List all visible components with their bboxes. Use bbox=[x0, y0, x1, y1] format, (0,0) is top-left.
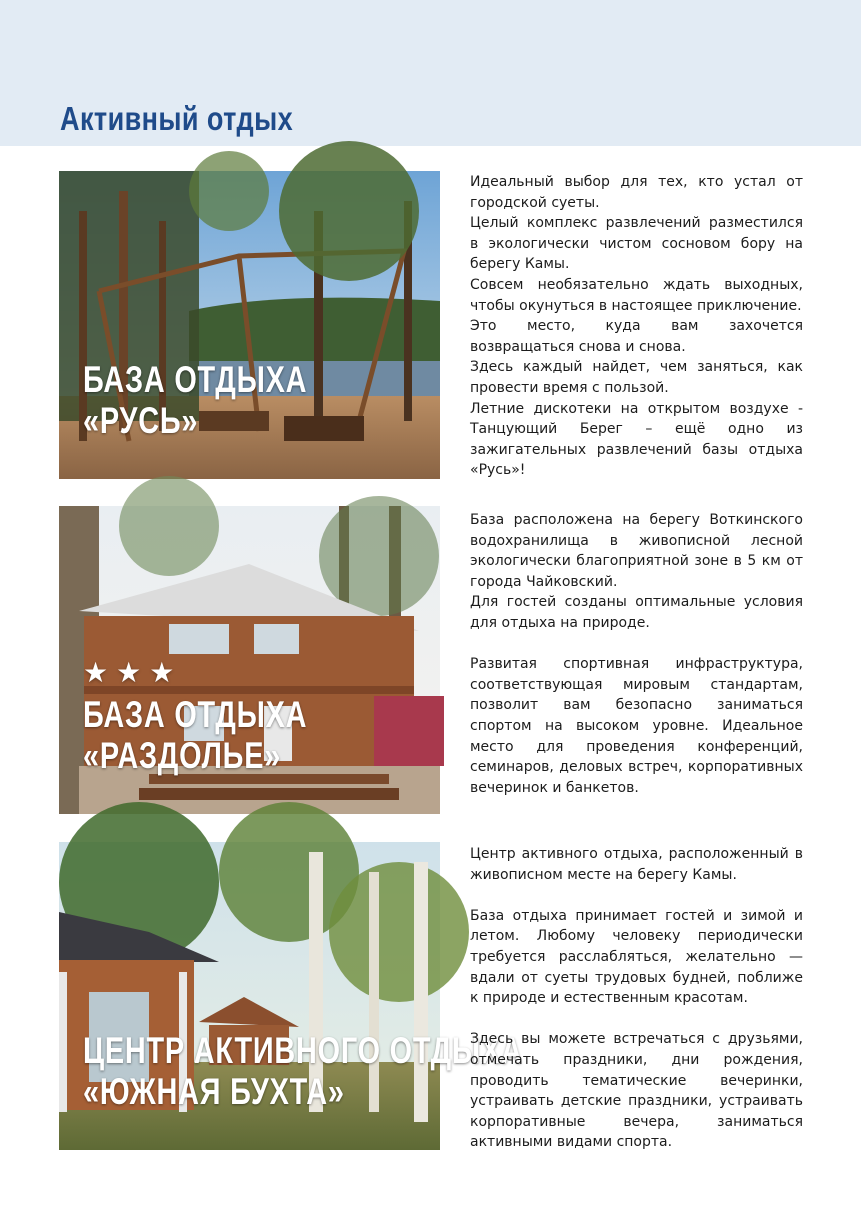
paragraph: Совсем необязательно ждать выходных, чтобы окунуться в настоящее приключение. bbox=[470, 276, 803, 314]
photo-label-line2: «РУСЬ» bbox=[83, 400, 199, 441]
photo-label-rus bbox=[83, 359, 307, 441]
photo-label-line2: «РАЗДОЛЬЕ» bbox=[83, 735, 282, 776]
paragraph: Целый комплекс развлечений разместился в экологически чистом сосновом бору на берегу Камы. bbox=[470, 215, 803, 273]
paragraph: Центр активного отдыха, расположенный в живописном месте на берегу Камы. bbox=[470, 846, 803, 883]
paragraph: Идеальный выбор для тех, кто устал от городской суеты. bbox=[470, 174, 803, 211]
paragraph: Для гостей созданы оптимальные условия для отдыха на природе. bbox=[470, 594, 803, 631]
photo-label-razdolye bbox=[83, 694, 307, 776]
rating-stars: ★★★ bbox=[83, 656, 183, 689]
description-rus bbox=[470, 172, 803, 481]
description-razdolye bbox=[470, 510, 803, 798]
paragraph: Летние дискотеки на открытом воздухе - Танцующий Берег – ещё одно из зажигательных развлечений базы отдыха «Русь»! bbox=[470, 400, 803, 479]
photo-rus bbox=[59, 171, 440, 479]
photo-label-yuzhnaya-bukhta bbox=[83, 1030, 523, 1112]
paragraph: Развитая спортивная инфраструктура, соответствующая мировым стандартам, позволит вам безопасно заниматься спортом на высоком уровне. Идеальное место для проведения конференций, семинаров, деловых встреч, корпоративных вечеринок и банкетов. bbox=[470, 656, 803, 796]
paragraph: Это место, куда вам захочется возвращаться снова и снова. bbox=[470, 318, 803, 355]
paragraph: Здесь каждый найдет, чем заняться, как провести время с пользой. bbox=[470, 359, 803, 396]
photo-label-line1: БАЗА ОТДЫХА bbox=[83, 359, 308, 400]
page-title: Активный отдых bbox=[60, 100, 294, 137]
description-yuzhnaya-bukhta bbox=[470, 844, 803, 1153]
photo-yuzhnaya-bukhta bbox=[59, 842, 523, 1150]
photo-label-line2: «ЮЖНАЯ БУХТА» bbox=[83, 1071, 345, 1112]
photo-label-line1: БАЗА ОТДЫХА bbox=[83, 694, 308, 735]
paragraph: База расположена на берегу Воткинского водохранилища в живописной лесной экологически благоприятной зоне в 5 км от города Чайковский. bbox=[470, 512, 803, 590]
paragraph: База отдыха принимает гостей и зимой и летом. Любому человеку периодически требуется расслабляться, желательно — вдали от суеты трудовых будней, поближе к природе и естественным красотам. bbox=[470, 907, 803, 1007]
photo-razdolye bbox=[59, 506, 440, 814]
photo-label-line1: ЦЕНТР АКТИВНОГО ОТДЫХА bbox=[83, 1030, 523, 1071]
paragraph: Здесь вы можете встречаться с друзьями, отмечать праздники, дни рождения, проводить тематические вечеринки, устраивать детские праздники, устраивать корпоративные вечера, заниматься активными видами спорта. bbox=[470, 1031, 803, 1151]
